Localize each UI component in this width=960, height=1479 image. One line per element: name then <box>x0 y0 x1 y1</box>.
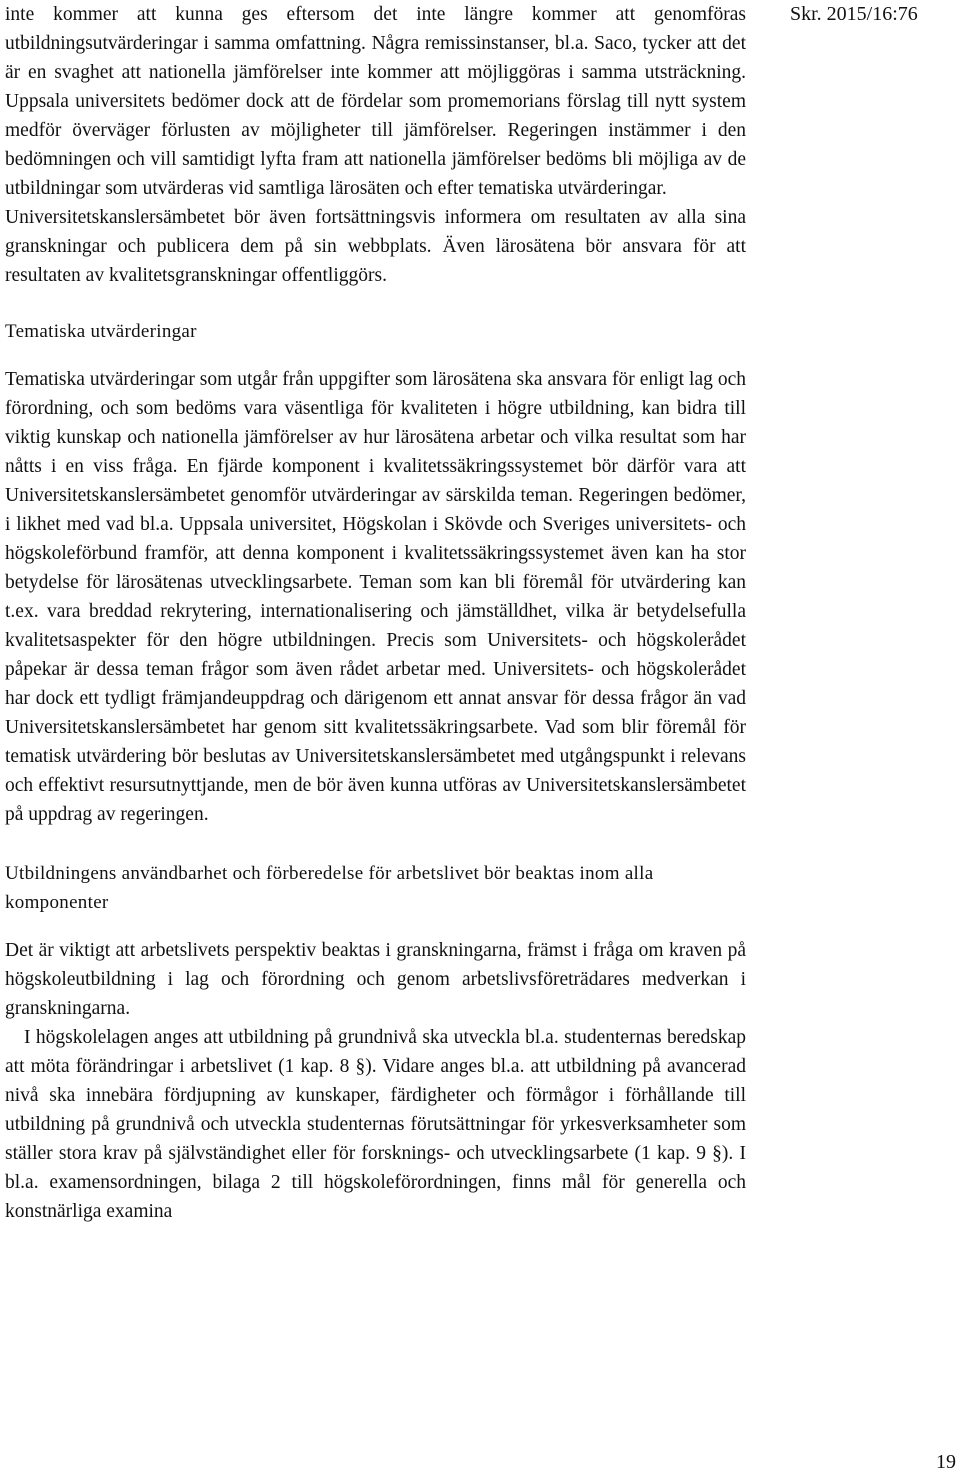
page-number: 19 <box>936 1451 956 1473</box>
paragraph: Universitetskanslersämbetet bör även fortsättningsvis informera om resultaten av alla sina granskningar och publicera dem på sin webbplats. Även lärosätena bör ansvara för att resultaten av kvalitetsgranskningar offentliggörs. <box>5 207 746 286</box>
section-heading: Tematiska utvärderingar <box>5 321 197 342</box>
body-text-column <box>5 0 746 1226</box>
section-heading: Utbildningens användbarhet och förberedelse för arbetslivet bör beaktas inom alla komponenter <box>5 863 654 913</box>
paragraph: Tematiska utvärderingar som utgår från uppgifter som lärosätena ska ansvara för enligt lag och förordning, och som bedöms vara väsentliga för kvaliteten i högre utbildning, kan bidra till viktig kunskap och nationella jämförelser av hur lärosätena arbetar och vilka resultat som har nåtts i en viss fråga. En fjärde komponent i kvalitetssäkringssystemet bör därför vara att Universitetskanslersämbetet genomför utvärderingar av särskilda teman. Regeringen bedömer, i likhet med vad bl.a. Uppsala universitet, Högskolan i Skövde och Sveriges universitets- och högskoleförbund framför, att denna komponent i kvalitetssäkringssystemet även kan ha stor betydelse för lärosätenas utvecklingsarbete. Teman som kan bli föremål för utvärdering kan t.ex. vara breddad rekrytering, internationalisering och jämställdhet, vilka är betydelsefulla kvalitetsaspekter för den högre utbildningen. Precis som Universitets- och högskolerådet påpekar är dessa teman frågor som även rådet arbetar med. Universitets- och högskolerådet har dock ett tydligt främjandeuppdrag och därigenom ett annat ansvar för dessa frågor än vad Universitetskanslersämbetet har genom sitt kvalitetssäkringsarbete. Vad som blir föremål för tematisk utvärdering bör beslutas av Universitetskanslersämbetet med utgångspunkt i relevans och effektivt resursutnyttjande, men de bör även kunna utföras av Universitetskanslersämbetet på uppdrag av regeringen. <box>5 369 746 825</box>
paragraph: I högskolelagen anges att utbildning på grundnivå ska utveckla bl.a. studenternas beredskap att möta förändringar i arbetslivet (1 kap. 8 §). Vidare anges bl.a. att utbildning på avancerad nivå ska innebära fördjupning av kunskaper, färdigheter och förmågor i förhållande till utbildning på grundnivå och utveckla studenternas förutsättningar för yrkesverksamheter som ställer stora krav på självständighet eller för forsknings- och utvecklingsarbete (1 kap. 9 §). I bl.a. examensordningen, bilaga 2 till högskoleförordningen, finns mål för generella och konstnärliga examina <box>5 1027 746 1222</box>
paragraph: Det är viktigt att arbetslivets perspektiv beaktas i granskningarna, främst i fråga om kraven på högskoleutbildning i lag och förordning och genom arbetslivsföreträdares medverkan i granskningarna. <box>5 940 746 1019</box>
document-reference: Skr. 2015/16:76 <box>790 3 918 25</box>
paragraph: inte kommer att kunna ges eftersom det inte längre kommer att genomföras utbildningsutvärderingar i samma omfattning. Några remissinstanser, bl.a. Saco, tycker att det är en svaghet att nationella jämförelser inte kommer att möjliggöras i samma utsträckning. Uppsala universitets bedömer dock att de fördelar som promemorians förslag till nytt system medför överväger förlusten av möjligheter till jämförelser. Regeringen instämmer i den bedömningen och vill samtidigt lyfta fram att nationella jämförelser bedöms bli möjliga av de utbildningar som utvärderas vid samtliga lärosäten och efter tematiska utvärderingar. <box>5 4 746 199</box>
